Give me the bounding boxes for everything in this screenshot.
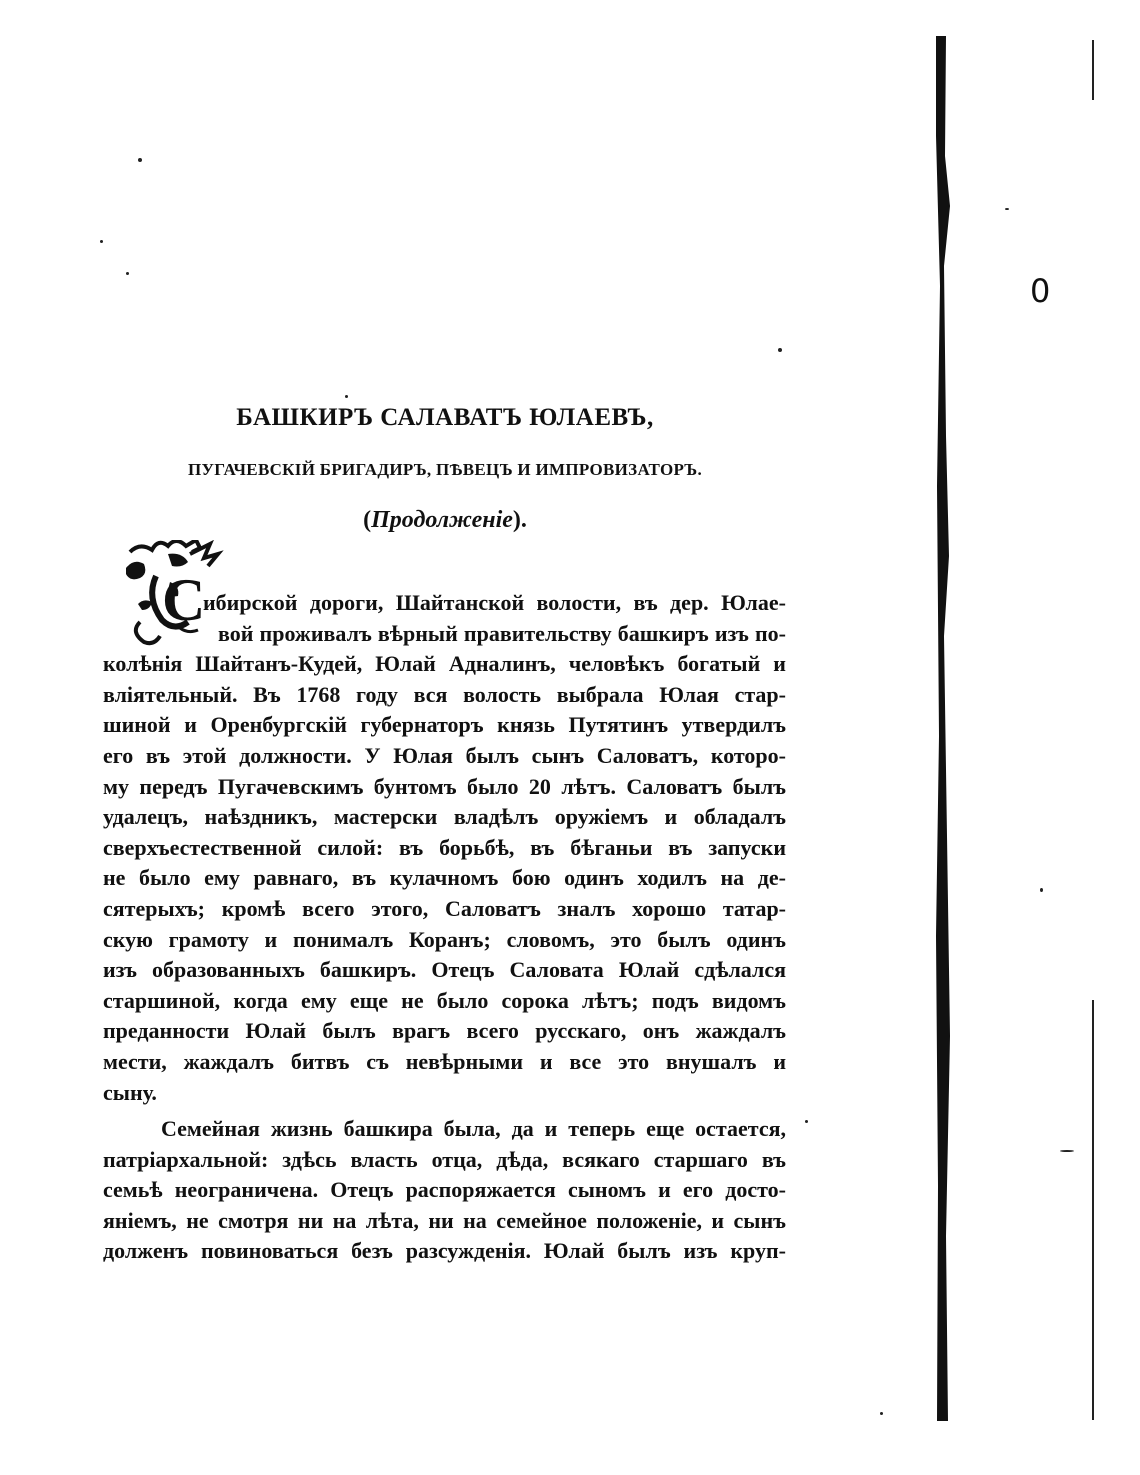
text-line: скую грамоту и понималъ Коранъ; словомъ, это былъ одинъ [103, 926, 786, 952]
scan-speck [138, 158, 142, 162]
text-line: мести, жаждалъ битвъ съ невѣрными и все это внушалъ и [103, 1048, 786, 1074]
paragraph-1 [103, 588, 786, 1108]
text-line: преданности Юлай былъ врагъ всего русскаго, онъ жаждалъ [103, 1018, 786, 1044]
article-subtitle: ПУГАЧЕВСКІЙ БРИГАДИРЪ, ПѢВЕЦЪ И ИМПРОВИЗАТОРЪ. [187, 460, 703, 479]
scan-speck [345, 395, 348, 398]
scan-speck [880, 1412, 883, 1415]
scan-speck [1092, 40, 1094, 100]
continuation-text: Продолженіе [371, 507, 513, 533]
book-spine-shadow [934, 36, 954, 1421]
text-line: Семейная жизнь башкира была, да и теперь еще остается, [161, 1116, 786, 1142]
text-line: му передъ Пугачевскимъ бунтомъ было 20 лѣтъ. Саловатъ былъ [103, 773, 786, 799]
scan-speck [1092, 1000, 1094, 1420]
text-line: не было ему равнаго, въ кулачномъ бою одинъ ходилъ на де- [103, 865, 786, 891]
text-line: сыну. [103, 1079, 157, 1105]
text-line: вой проживалъ вѣрный правительству башкиръ изъ по- [218, 620, 786, 646]
scan-speck [126, 272, 129, 275]
text-line: удалецъ, наѣздникъ, мастерски владѣлъ оружіемъ и обладалъ [103, 804, 786, 830]
text-line: яніемъ, не смотря ни на лѣта, ни на семейное положеніе, и сынъ [103, 1207, 786, 1233]
text-line: колѣнія Шайтанъ-Кудей, Юлай Адналинъ, человѣкъ богатый и [103, 651, 786, 677]
continuation-label: (Продолженіе). [363, 507, 527, 533]
scan-speck [778, 348, 782, 352]
text-line: патріархальной: здѣсь власть отца, дѣда, всякаго старшаго въ [103, 1146, 786, 1172]
initial-letter-glyph: С [162, 567, 206, 633]
scan-speck [100, 240, 103, 243]
text-line: сятерыхъ; кромѣ всего этого, Саловатъ зналъ хорошо татар- [103, 895, 786, 921]
text-line: сверхъестественной силой: въ борьбѣ, въ бѣганьи въ запуски [103, 834, 786, 860]
scan-speck [1060, 1150, 1074, 1152]
text-line: его въ этой должности. У Юлая былъ сынъ Саловатъ, которо- [103, 742, 786, 768]
scan-speck [1005, 208, 1009, 210]
text-line: долженъ повиноваться безъ разсужденія. Юлай былъ изъ круп- [103, 1238, 786, 1264]
article-body [103, 588, 786, 1267]
scan-speck [805, 1120, 808, 1123]
article-title: БАШКИРЪ САЛАВАТЪ ЮЛАЕВЪ, [236, 404, 654, 431]
scan-speck [1040, 888, 1043, 892]
text-line: старшиной, когда ему еще не было сорока лѣтъ; подъ видомъ [103, 987, 786, 1013]
text-line: шиной и Оренбургскій губернаторъ князь Путятинъ утвердилъ [103, 712, 786, 738]
text-line: изъ образованныхъ башкиръ. Отецъ Саловата Юлай сдѣлался [103, 957, 786, 983]
page-edge-mark: 0 [1030, 272, 1051, 310]
text-line: семьѣ неограничена. Отецъ распоряжается сыномъ и его досто- [103, 1177, 786, 1203]
paragraph-2 [103, 1114, 786, 1267]
text-line: вліятельный. Въ 1768 году вся волость выбрала Юлая стар- [103, 681, 786, 707]
text-line: ибирской дороги, Шайтанской волости, въ дер. Юлае- [203, 590, 786, 615]
